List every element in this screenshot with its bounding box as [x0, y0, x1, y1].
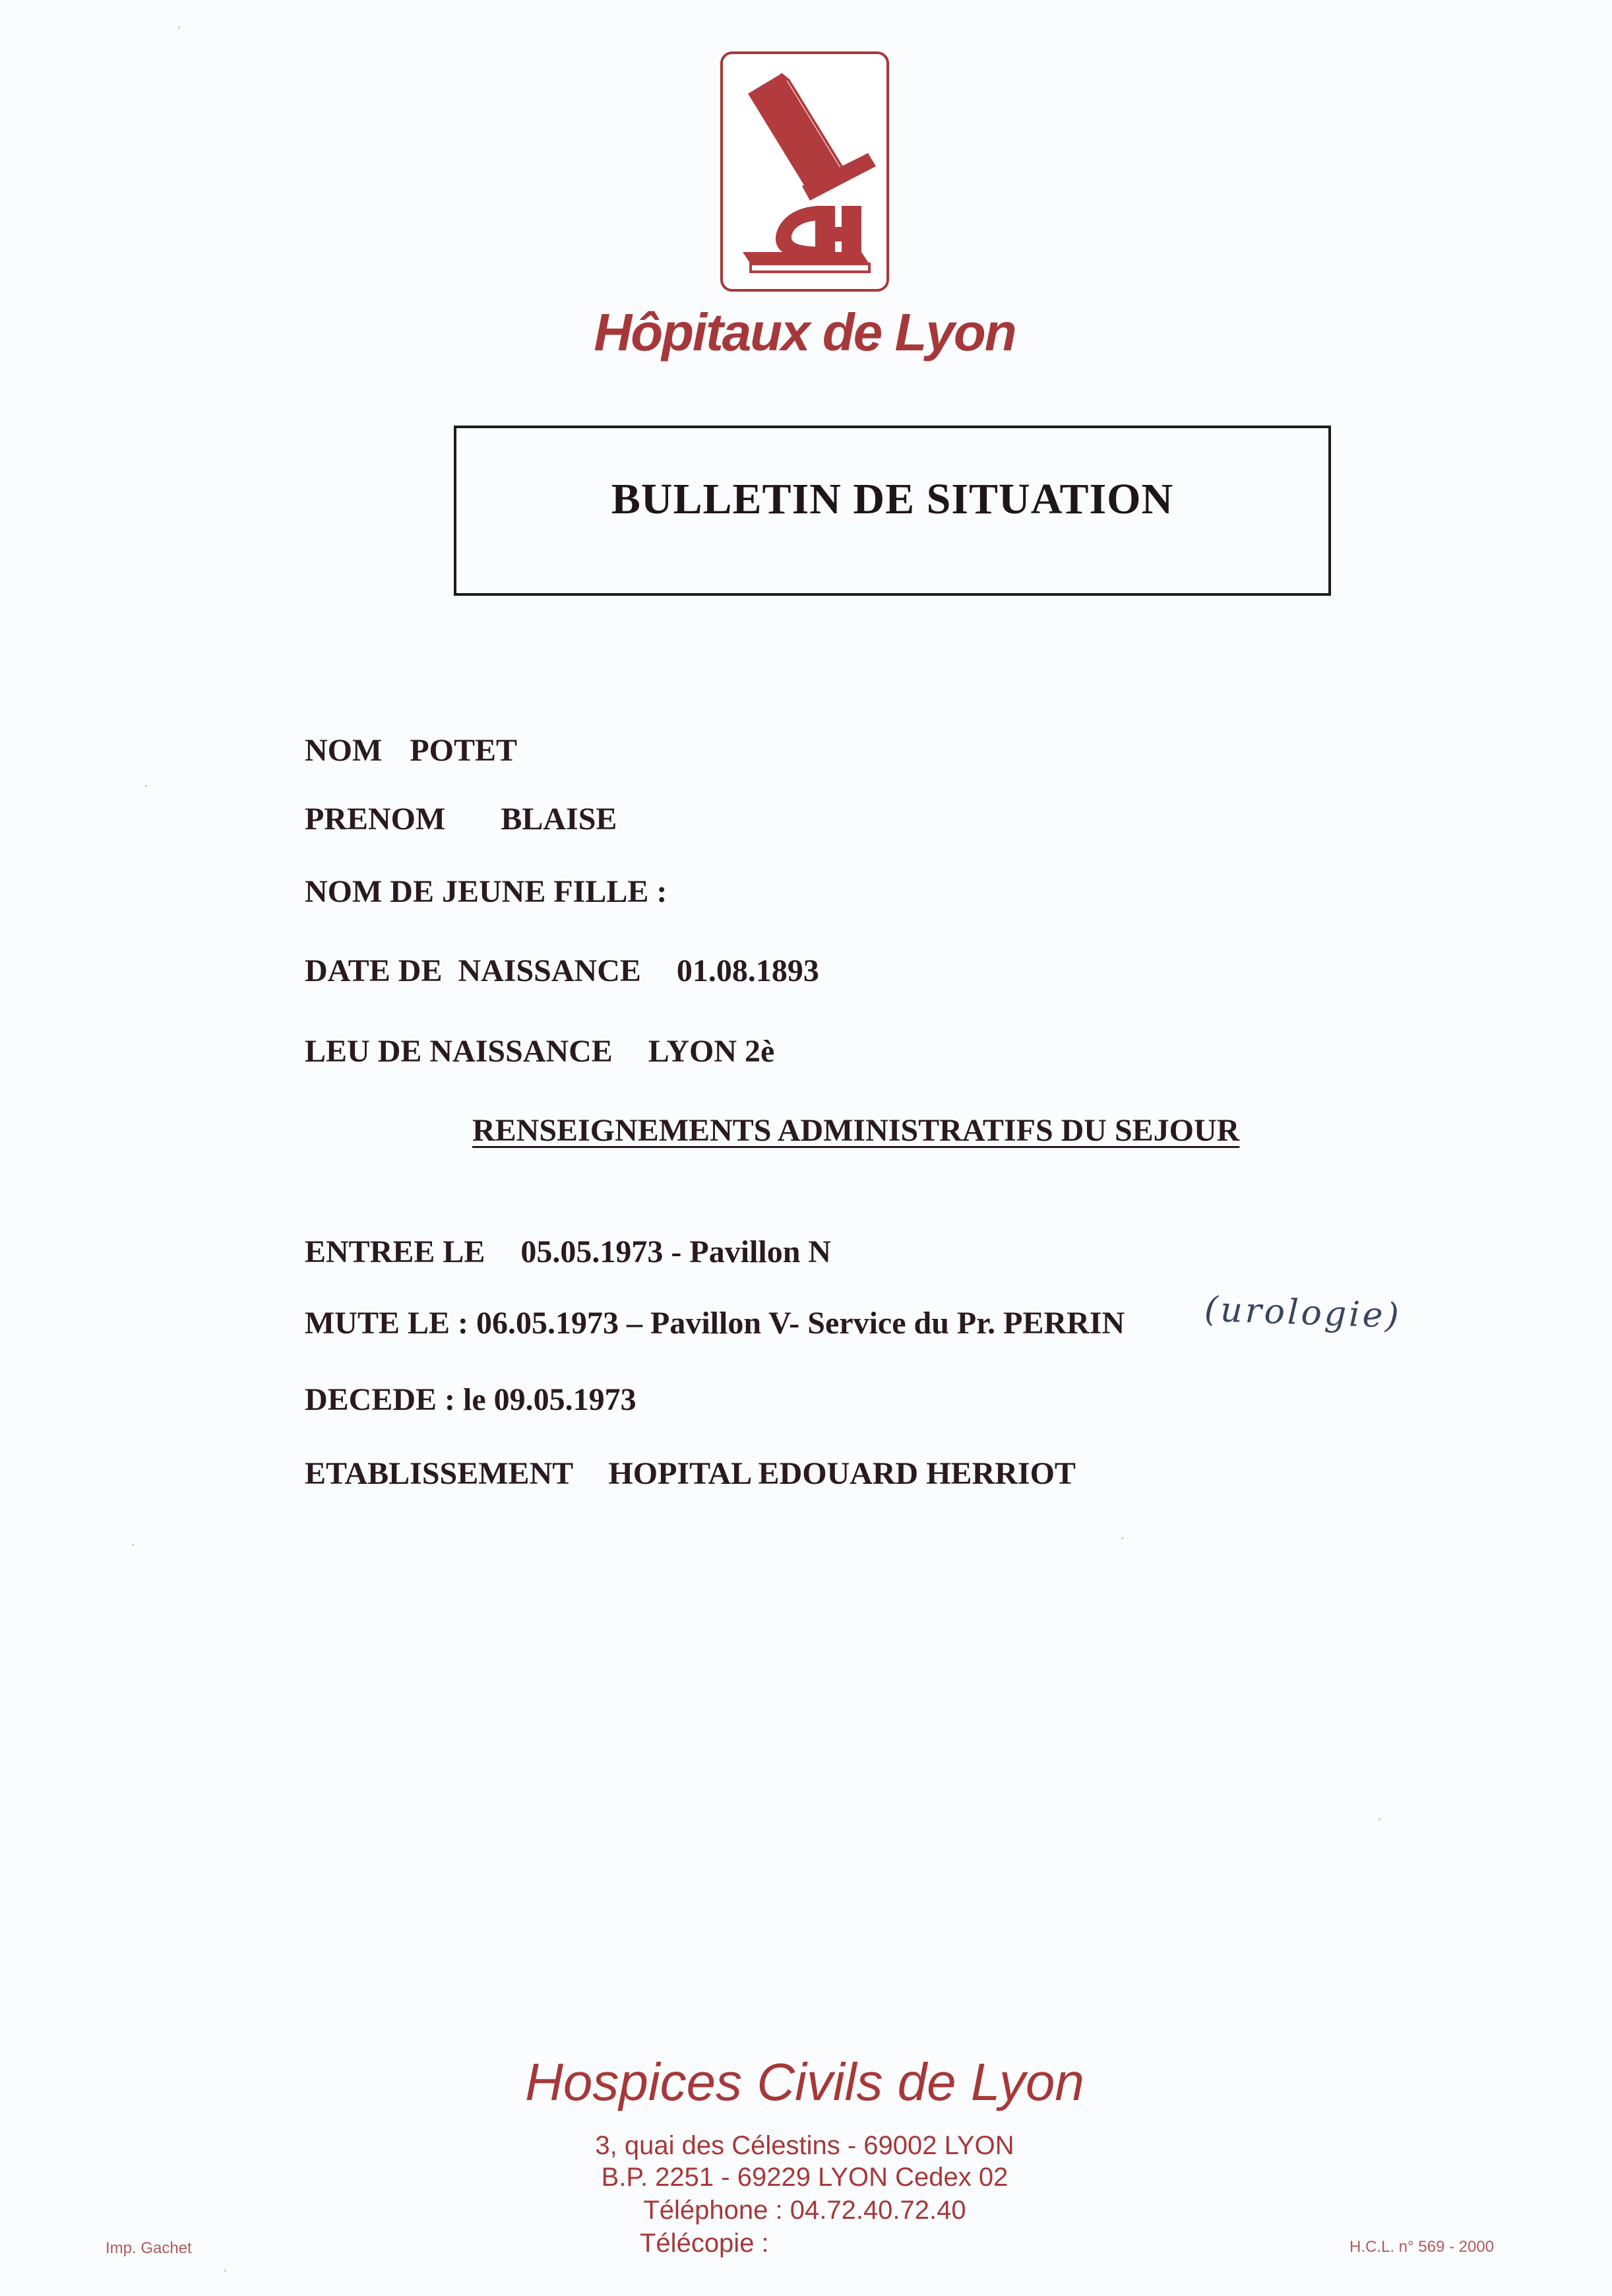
nom-label: NOM [305, 733, 383, 768]
brand-name: Hôpitaux de Lyon [594, 303, 1016, 362]
title-box [454, 426, 1331, 596]
entree-row [305, 1234, 831, 1270]
decede-label: DECEDE : [305, 1382, 456, 1417]
footer-address-line2: B.P. 2251 - 69229 LYON Cedex 02 [601, 2163, 1008, 2192]
date-naissance-label: DATE DE NAISSANCE [305, 953, 641, 988]
nom-row [305, 732, 517, 769]
etablissement-row [305, 1455, 1076, 1492]
date-naissance-value: 01.08.1893 [676, 953, 819, 988]
mute-label: MUTE LE : [305, 1306, 469, 1341]
document-title: BULLETIN DE SITUATION [611, 475, 1174, 523]
footer-address-line1: 3, quai des Célestins - 69002 LYON [595, 2131, 1014, 2160]
mute-value: 06.05.1973 – Pavillon V- Service du Pr. PERRIN [476, 1306, 1125, 1341]
prenom-value: BLAISE [501, 802, 617, 837]
nom-value: POTET [410, 733, 518, 768]
paper-speck [1379, 1818, 1380, 1820]
paper-speck [178, 26, 180, 28]
footer-telecopie: Télécopie : [640, 2229, 769, 2258]
paper-speck [132, 1544, 134, 1546]
entree-value: 05.05.1973 - Pavillon N [520, 1234, 832, 1269]
handwritten-note: (urologie) [1204, 1289, 1402, 1337]
nom-jeune-fille-label: NOM DE JEUNE FILLE : [305, 874, 667, 909]
printer-mark: Imp. Gachet [106, 2239, 192, 2257]
date-naissance-row [305, 953, 819, 989]
prenom-row [305, 801, 617, 837]
prenom-label: PRENOM [305, 802, 446, 837]
nom-jeune-fille-row [305, 874, 667, 910]
paper-speck [224, 2270, 226, 2272]
microscope-logo-icon [723, 54, 886, 289]
lieu-naissance-value: LYON 2è [648, 1034, 775, 1069]
paper-speck [145, 785, 147, 787]
entree-label: ENTREE LE [305, 1234, 485, 1269]
lieu-naissance-label: LEU DE NAISSANCE [305, 1034, 613, 1069]
footer-organization: Hospices Civils de Lyon [525, 2053, 1084, 2111]
footer-telephone: Téléphone : 04.72.40.72.40 [643, 2196, 966, 2225]
decede-row [305, 1382, 636, 1418]
hcl-logo [720, 51, 889, 292]
section-heading: RENSEIGNEMENTS ADMINISTRATIFS DU SEJOUR [472, 1113, 1240, 1148]
mute-row [305, 1305, 1125, 1341]
lieu-naissance-row [305, 1033, 774, 1069]
decede-value: le 09.05.1973 [463, 1382, 636, 1417]
etablissement-label: ETABLISSEMENT [305, 1456, 573, 1491]
paper-speck [1121, 1537, 1123, 1539]
reference-number: H.C.L. n° 569 - 2000 [1349, 2238, 1495, 2256]
etablissement-value: HOPITAL EDOUARD HERRIOT [608, 1456, 1076, 1491]
